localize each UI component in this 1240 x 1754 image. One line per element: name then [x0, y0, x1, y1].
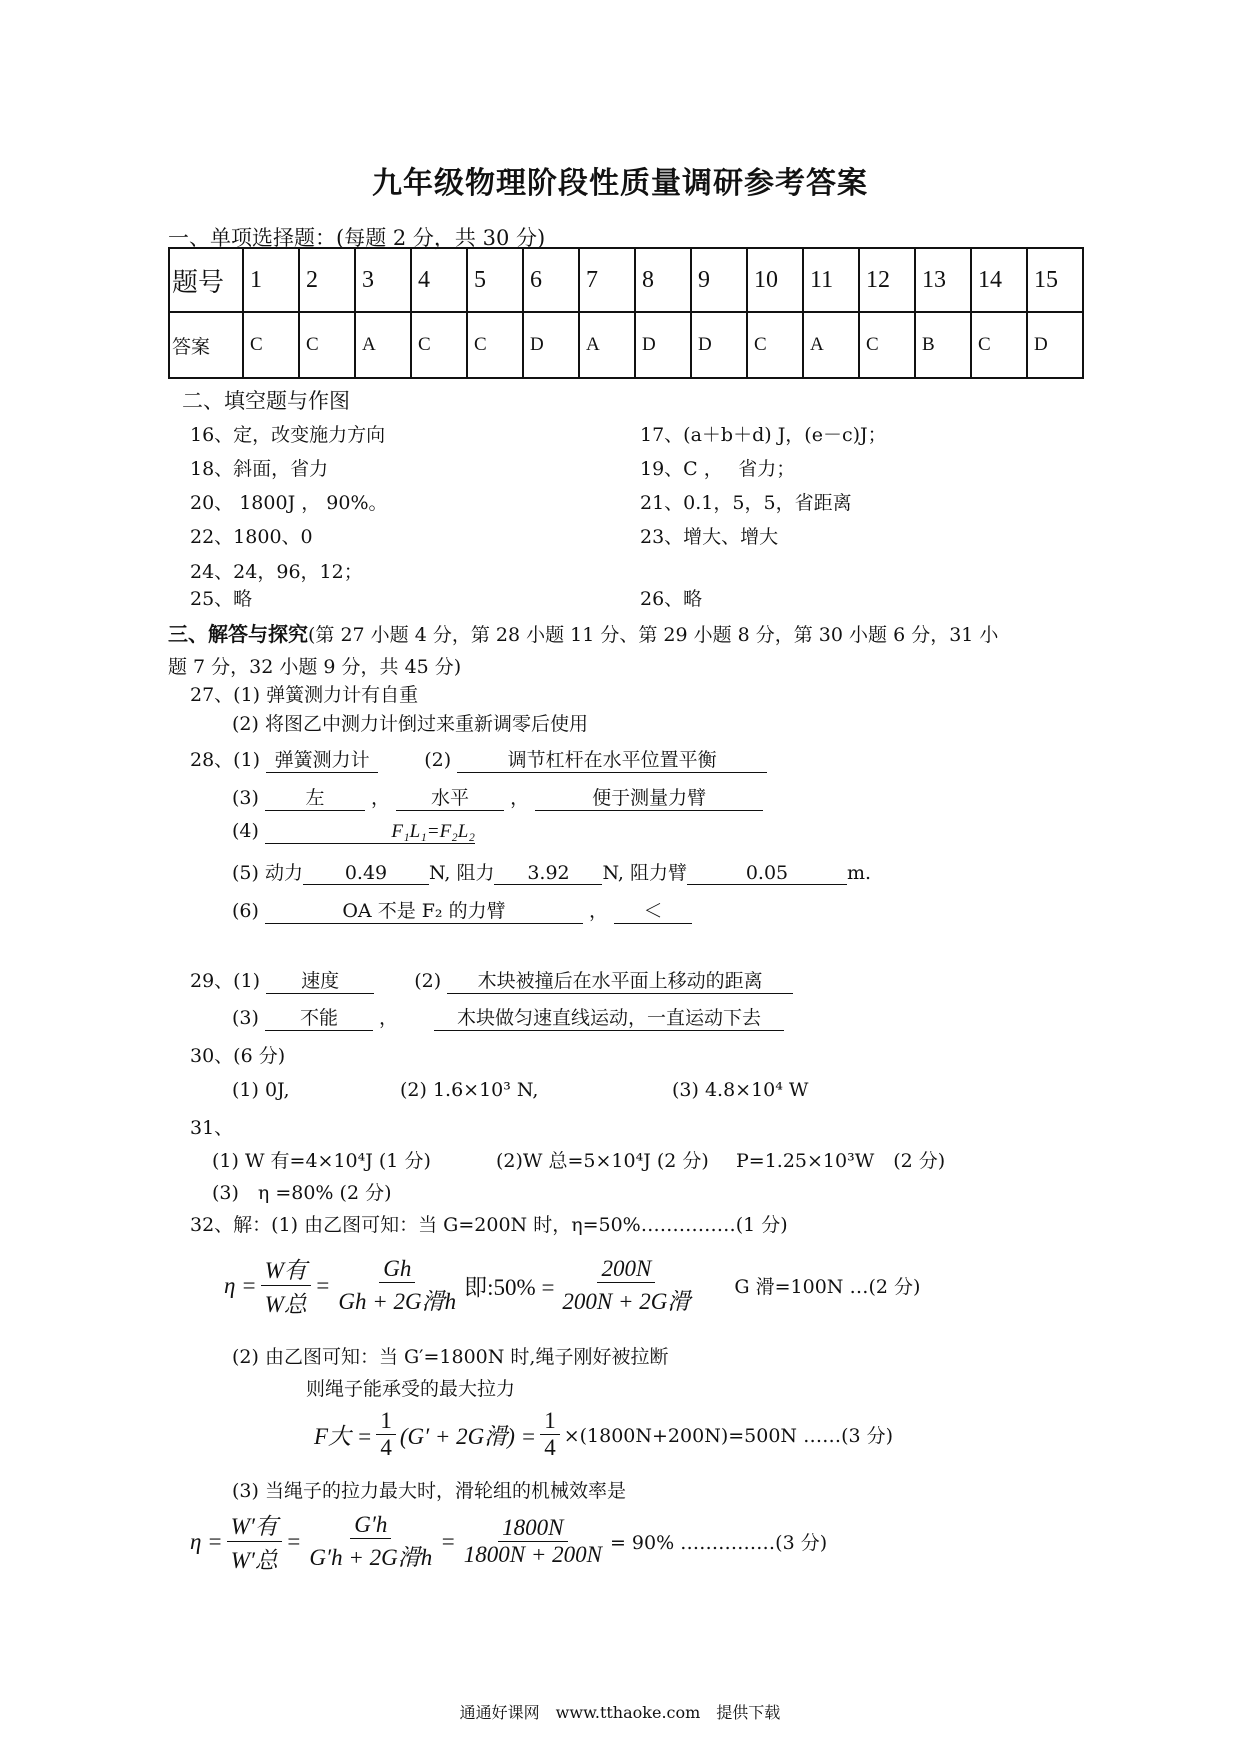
- table-cell: C: [243, 312, 299, 378]
- table-cell: 9: [691, 248, 747, 312]
- blank-answer: 0.05: [687, 862, 847, 885]
- item-prefix: 28、(1): [190, 749, 261, 771]
- page-title: 九年级物理阶段性质量调研参考答案: [372, 166, 868, 201]
- table-cell: 14: [971, 248, 1027, 312]
- table-cell: 3: [355, 248, 411, 312]
- answer-17: 17、(a＋b＋d) J，(e－c)J；: [640, 424, 887, 446]
- section-3-heading: [168, 618, 998, 647]
- blank-answer: 速度: [266, 966, 374, 994]
- numerator: 1: [376, 1408, 396, 1435]
- answer-27-2: (2) 将图乙中测力计倒过来重新调零后使用: [232, 713, 588, 735]
- numerator: 200N: [597, 1256, 655, 1283]
- answer-28-1: [190, 745, 767, 773]
- blank-answer: F₁L₁=F₂L₂: [265, 821, 475, 844]
- table-cell: D: [1027, 312, 1083, 378]
- table-cell: C: [747, 312, 803, 378]
- table-cell: D: [523, 312, 579, 378]
- answer-30-2: (2) 1.6×10³ N,: [400, 1079, 539, 1101]
- denominator: W总: [264, 1292, 307, 1317]
- item-text: N, 阻力臂: [602, 862, 687, 884]
- answer-29-1: [190, 966, 793, 994]
- numerator: W有: [261, 1252, 311, 1286]
- fraction: [227, 1508, 282, 1575]
- fraction: [460, 1515, 606, 1568]
- blank-answer: OA 不是 F₂ 的力臂: [265, 896, 583, 924]
- answer-20: 20、 1800J ， 90%。: [190, 492, 388, 514]
- answer-26: 26、略: [640, 588, 703, 610]
- table-cell: B: [915, 312, 971, 378]
- denominator: 4: [544, 1435, 556, 1460]
- fraction: [334, 1256, 460, 1316]
- answer-32-2: (2) 由乙图可知：当 G′=1800N 时,绳子刚好被拉断: [232, 1346, 669, 1368]
- answer-16: 16、定，改变施力方向: [190, 424, 386, 446]
- answer-25: 25、略: [190, 588, 253, 610]
- answer-table: [168, 247, 1084, 379]
- row-label-answer: 答案: [169, 312, 243, 378]
- answer-24: 24、24，96，12；: [190, 561, 363, 583]
- table-cell: 12: [859, 248, 915, 312]
- item-prefix: (5) 动力: [232, 862, 303, 884]
- numerator: 1: [540, 1408, 560, 1435]
- blank-answer: 不能: [265, 1003, 373, 1031]
- denominator: 200N + 2G滑: [562, 1288, 691, 1314]
- table-cell: C: [411, 312, 467, 378]
- item-prefix: (4): [232, 820, 259, 842]
- table-cell: 8: [635, 248, 691, 312]
- table-cell: D: [635, 312, 691, 378]
- denominator: Gh + 2G滑h: [338, 1288, 457, 1314]
- answer-23: 23、增大、增大: [640, 526, 779, 548]
- formula-text: η =: [224, 1272, 257, 1298]
- answer-21: 21、0.1，5，5，省距离: [640, 492, 852, 514]
- section-1-heading: 一、单项选择题：(每题 2 分，共 30 分): [168, 226, 546, 250]
- table-cell: 5: [467, 248, 523, 312]
- table-row: [169, 248, 1083, 312]
- fraction: [305, 1512, 436, 1572]
- item-prefix: (6): [232, 900, 259, 922]
- item-prefix: 29、(1): [190, 970, 261, 992]
- answer-31-4: (3) η =80% (2 分): [212, 1182, 392, 1204]
- fraction: [376, 1408, 396, 1461]
- section-3-heading-line2: 题 7 分，32 小题 9 分，共 45 分): [168, 656, 462, 678]
- answer-28-6: (6) OA 不是 F₂ 的力臂 ， ＜: [232, 896, 692, 924]
- formula-result: = 90% ……………(3 分): [609, 1532, 828, 1554]
- blank-answer: 3.92: [494, 862, 602, 885]
- answer-28-5: [232, 858, 871, 885]
- formula-text: η =: [190, 1528, 223, 1554]
- numerator: 1800N: [498, 1515, 567, 1542]
- footer-text: 通通好课网 www.tthaoke.com 提供下载: [459, 1703, 781, 1722]
- numerator: G′h: [350, 1512, 391, 1539]
- table-cell: C: [971, 312, 1027, 378]
- denominator: 1800N + 200N: [463, 1542, 602, 1567]
- answer-32-2b: 则绳子能承受的最大拉力: [306, 1378, 516, 1400]
- answer-32-3: (3) 当绳子的拉力最大时，滑轮组的机械效率是: [232, 1480, 626, 1502]
- table-cell: 4: [411, 248, 467, 312]
- formula-result: G 滑=100N …(2 分): [734, 1276, 921, 1298]
- section-3-heading-bold: 三、解答与探究: [168, 622, 308, 646]
- formula-text: 即:50% =: [464, 1275, 555, 1300]
- blank-answer: 0.49: [303, 862, 429, 885]
- denominator: 4: [380, 1435, 392, 1460]
- fraction: [261, 1252, 311, 1319]
- item-prefix: (2): [424, 749, 452, 771]
- denominator: G′h + 2G滑h: [309, 1544, 433, 1570]
- answer-27-1: 27、(1) 弹簧测力计有自重: [190, 684, 419, 706]
- formula-text: F大 =: [314, 1424, 373, 1449]
- formula-max-force: [314, 1408, 893, 1461]
- table-cell: 15: [1027, 248, 1083, 312]
- item-prefix: (3): [232, 787, 259, 809]
- section-2-heading: 二、填空题与作图: [182, 389, 350, 413]
- answer-32-1: 32、解：(1) 由乙图可知：当 G=200N 时，η=50%……………(1 分): [190, 1214, 788, 1236]
- table-cell: C: [299, 312, 355, 378]
- table-cell: A: [355, 312, 411, 378]
- numerator: W′有: [227, 1508, 282, 1542]
- table-cell: 10: [747, 248, 803, 312]
- item-prefix: (2): [414, 970, 442, 992]
- item-text: N, 阻力: [428, 862, 495, 884]
- formula-efficiency-max: η = $\frac{\text{W′有}}{\text{W′总}}$ = $\frac{G'h}{\text{G′h + 2G滑h}}$ = $\frac{1800N}{1800N + 200N}$ = 90% ……………(3 分): [190, 1508, 827, 1575]
- answer-19: 19、C ， 省力；: [640, 458, 796, 480]
- blank-answer: ＜: [614, 896, 692, 924]
- table-cell: 2: [299, 248, 355, 312]
- table-cell: A: [579, 312, 635, 378]
- table-cell: 1: [243, 248, 299, 312]
- item-text: m.: [846, 862, 872, 884]
- answer-28-4: [232, 820, 475, 844]
- numerator: Gh: [379, 1256, 415, 1283]
- answer-30-1: (1) 0J,: [232, 1079, 290, 1101]
- table-cell: C: [467, 312, 523, 378]
- answer-28-3: (3) 左 ， 水平 ， 便于测量力臂: [232, 783, 763, 811]
- answer-31-2: (2)W 总=5×10⁴J (2 分): [496, 1150, 709, 1172]
- answer-22: 22、1800、0: [190, 526, 313, 548]
- formula-efficiency: η = $\frac{\text{W有}}{\text{W总}}$ = $\frac{Gh}{\text{Gh + 2G滑h}}$ 即:50% = $\frac{200N}{\text{200N + 2G滑}}$ G 滑=100N …(2 分): [224, 1252, 920, 1319]
- answer-31-heading: 31、: [190, 1117, 234, 1139]
- answer-31-1: (1) W 有=4×10⁴J (1 分): [212, 1150, 431, 1172]
- answer-18: 18、斜面，省力: [190, 458, 329, 480]
- section-3-heading-rest: (第 27 小题 4 分，第 28 小题 11 分、第 29 小题 8 分，第 30 小题 6 分，31 小: [308, 624, 999, 646]
- blank-answer: 左: [265, 783, 365, 811]
- blank-answer: 水平: [396, 783, 504, 811]
- item-prefix: (3): [232, 1007, 259, 1029]
- table-cell: D: [691, 312, 747, 378]
- table-row: [169, 312, 1083, 378]
- denominator: W′总: [230, 1548, 278, 1573]
- table-cell: 11: [803, 248, 859, 312]
- formula-text: (G′ + 2G滑) =: [399, 1424, 537, 1449]
- formula-text: ×(1800N+200N)=500N ……(3 分): [563, 1425, 894, 1447]
- answer-29-3: (3) 不能 ， 木块做匀速直线运动，一直运动下去: [232, 1003, 784, 1031]
- blank-answer: 木块被撞后在水平面上移动的距离: [447, 966, 793, 994]
- table-cell: C: [859, 312, 915, 378]
- blank-answer: 木块做匀速直线运动，一直运动下去: [434, 1003, 784, 1031]
- blank-answer: 便于测量力臂: [535, 783, 763, 811]
- row-label-number: 题号: [169, 248, 243, 312]
- table-cell: A: [803, 312, 859, 378]
- answer-30-heading: 30、(6 分): [190, 1045, 286, 1067]
- answer-30-3: (3) 4.8×10⁴ W: [672, 1079, 809, 1101]
- answer-31-3: P=1.25×10³W (2 分): [736, 1150, 946, 1172]
- blank-answer: 调节杠杆在水平位置平衡: [457, 745, 767, 773]
- fraction: [540, 1408, 560, 1461]
- table-cell: 13: [915, 248, 971, 312]
- fraction: [558, 1256, 694, 1316]
- table-cell: 7: [579, 248, 635, 312]
- table-cell: 6: [523, 248, 579, 312]
- blank-answer: 弹簧测力计: [266, 745, 378, 773]
